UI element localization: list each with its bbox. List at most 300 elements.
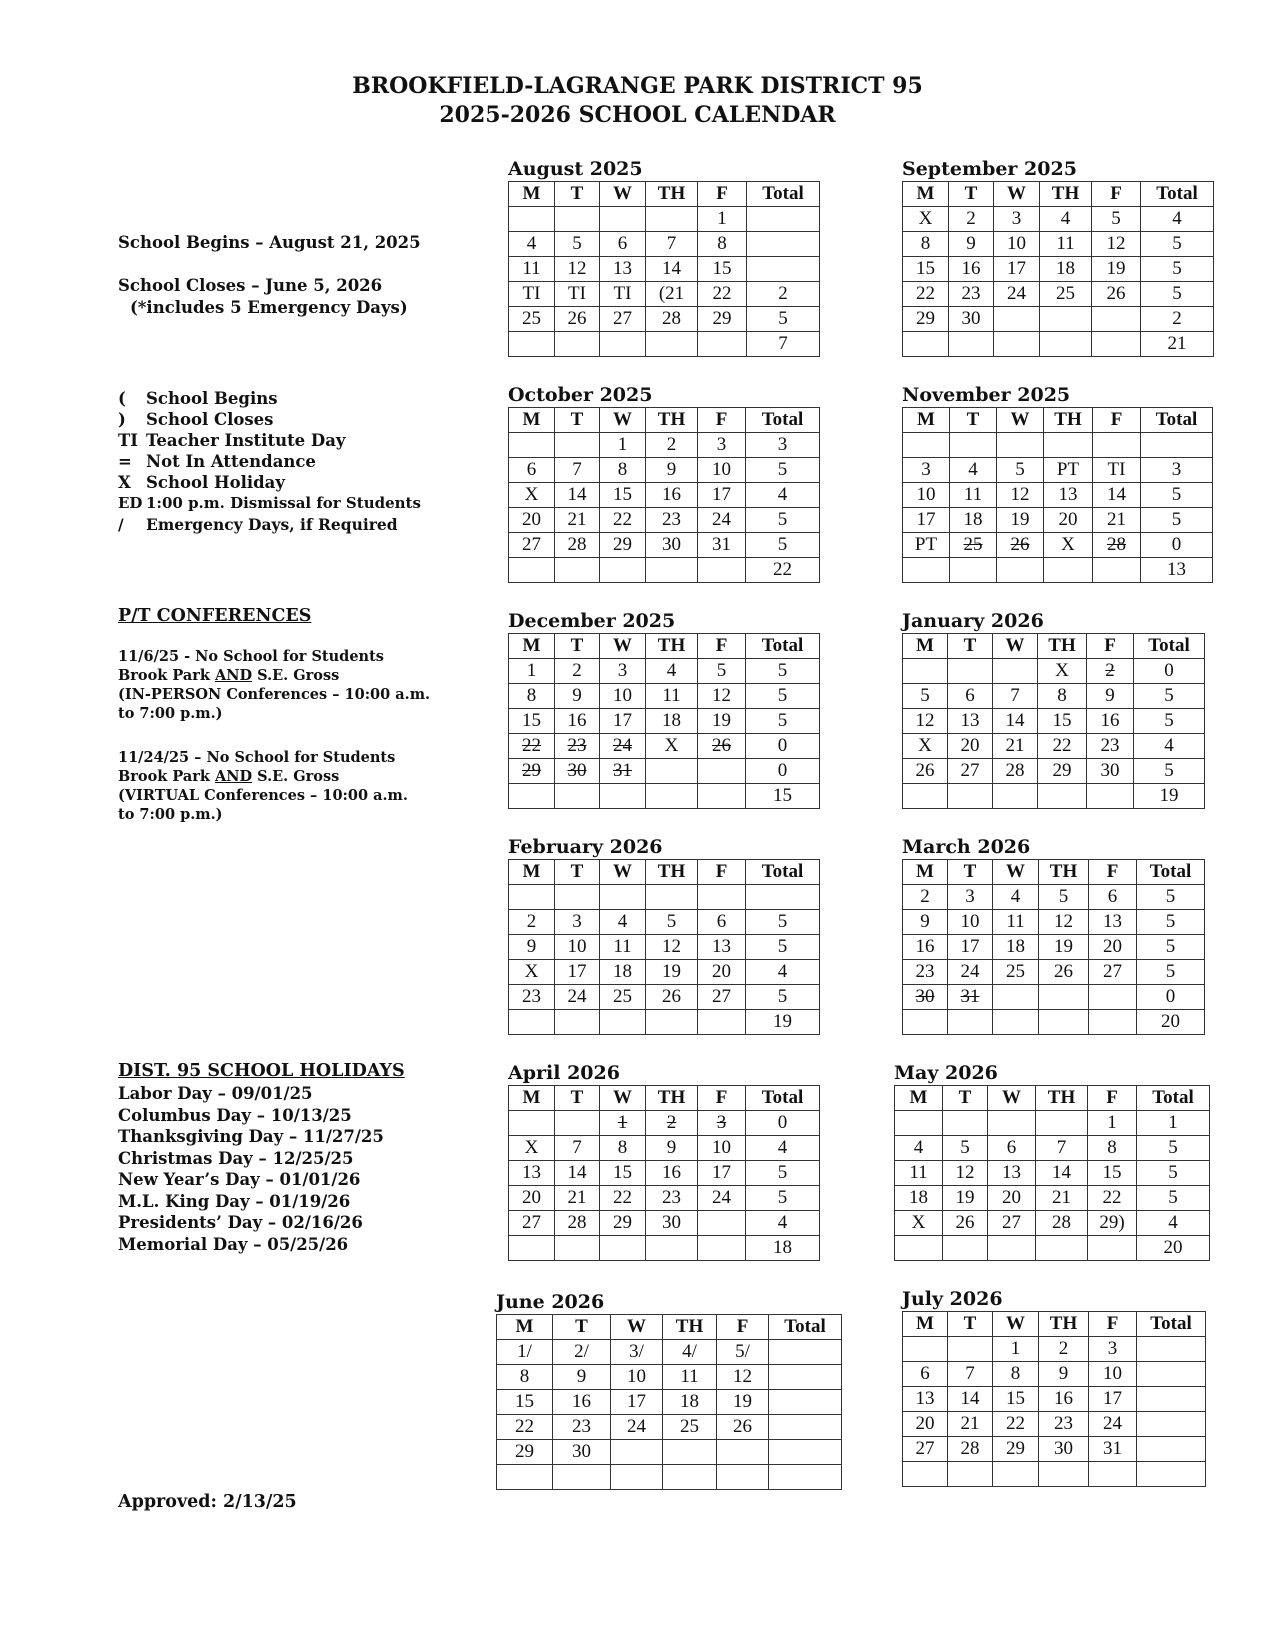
weekday-header: T bbox=[555, 634, 600, 659]
week-row bbox=[509, 458, 820, 483]
day-cell bbox=[1039, 1462, 1089, 1487]
month-table bbox=[894, 1085, 1210, 1261]
week-total bbox=[747, 232, 820, 257]
week-row bbox=[903, 558, 1213, 583]
weekday-header: T bbox=[553, 1315, 611, 1340]
day-cell bbox=[663, 1465, 717, 1490]
day-cell: 24 bbox=[994, 282, 1040, 307]
day-cell: 17 bbox=[698, 483, 746, 508]
day-cell: 6 bbox=[698, 910, 746, 935]
day-cell bbox=[903, 985, 948, 1010]
struck-day: 2 bbox=[1105, 660, 1115, 681]
day-cell bbox=[600, 1010, 646, 1035]
day-cell: 22 bbox=[1038, 734, 1087, 759]
day-cell: 11 bbox=[509, 257, 555, 282]
month-october-2025 bbox=[508, 383, 820, 583]
day-cell bbox=[949, 332, 994, 357]
weekday-header: TH bbox=[1044, 408, 1093, 433]
holiday-item: New Year’s Day – 01/01/26 bbox=[118, 1170, 361, 1189]
day-cell: 15 bbox=[903, 257, 949, 282]
month-title: April 2026 bbox=[508, 1062, 620, 1084]
day-cell: 25 bbox=[663, 1415, 717, 1440]
week-row bbox=[903, 885, 1205, 910]
day-cell bbox=[943, 1236, 988, 1261]
day-cell: 1 bbox=[509, 659, 555, 684]
day-cell: 19 bbox=[1092, 257, 1141, 282]
weekday-header: M bbox=[903, 182, 949, 207]
week-total: 0 bbox=[746, 1111, 820, 1136]
weekday-header: F bbox=[1092, 182, 1141, 207]
day-cell: 18 bbox=[895, 1186, 943, 1211]
day-cell: 5 bbox=[997, 458, 1044, 483]
day-cell bbox=[611, 1465, 663, 1490]
day-cell: 15 bbox=[600, 483, 646, 508]
week-total: 5 bbox=[1137, 885, 1205, 910]
day-cell: 24 bbox=[698, 1186, 746, 1211]
conference-line: to 7:00 p.m.) bbox=[118, 806, 223, 823]
day-cell: 14 bbox=[646, 257, 698, 282]
day-cell: 22 bbox=[993, 1412, 1039, 1437]
day-cell: 11 bbox=[663, 1365, 717, 1390]
day-cell bbox=[950, 533, 997, 558]
day-cell bbox=[509, 1010, 555, 1035]
week-total: 5 bbox=[1141, 282, 1214, 307]
day-cell bbox=[646, 885, 698, 910]
conference-schools: Brook Park AND S.E. Gross bbox=[118, 667, 340, 684]
weekday-header: Total bbox=[747, 182, 820, 207]
day-cell bbox=[555, 784, 600, 809]
day-cell: 10 bbox=[698, 458, 746, 483]
day-cell: 3 bbox=[1089, 1337, 1137, 1362]
day-cell: 26 bbox=[555, 307, 600, 332]
day-cell: 22 bbox=[698, 282, 747, 307]
day-cell: 23 bbox=[553, 1415, 611, 1440]
day-cell: 29 bbox=[600, 533, 646, 558]
legend-row bbox=[118, 388, 421, 409]
weekday-header: T bbox=[948, 860, 993, 885]
weekday-header: M bbox=[903, 408, 950, 433]
week-total: 5 bbox=[1137, 1186, 1210, 1211]
week-row bbox=[903, 483, 1213, 508]
day-cell: 5 bbox=[555, 232, 600, 257]
day-cell: 15 bbox=[1088, 1161, 1137, 1186]
day-cell: 26 bbox=[903, 759, 948, 784]
day-cell bbox=[509, 207, 555, 232]
week-row bbox=[509, 1211, 820, 1236]
week-row bbox=[509, 508, 820, 533]
day-cell bbox=[903, 1462, 948, 1487]
day-cell: 8 bbox=[903, 232, 949, 257]
day-cell bbox=[997, 533, 1044, 558]
week-row bbox=[509, 533, 820, 558]
day-cell: 29 bbox=[1038, 759, 1087, 784]
week-total: 5 bbox=[1141, 257, 1214, 282]
weekday-header-row bbox=[509, 182, 820, 207]
approved-date: Approved: 2/13/25 bbox=[118, 1492, 297, 1512]
day-cell: 4 bbox=[646, 659, 698, 684]
day-cell: 27 bbox=[948, 759, 993, 784]
weekday-header: T bbox=[950, 408, 997, 433]
month-title: November 2025 bbox=[902, 384, 1071, 406]
weekday-header-row bbox=[509, 1086, 820, 1111]
day-cell: 18 bbox=[1040, 257, 1092, 282]
day-cell bbox=[555, 1111, 600, 1136]
weekday-header: W bbox=[600, 182, 646, 207]
day-cell: 3 bbox=[903, 458, 950, 483]
month-title: August 2025 bbox=[508, 158, 643, 180]
month-july-2026 bbox=[902, 1287, 1206, 1487]
month-title: June 2026 bbox=[496, 1291, 605, 1313]
day-cell bbox=[600, 1236, 646, 1261]
weekday-header-row bbox=[903, 1312, 1206, 1337]
day-cell bbox=[950, 433, 997, 458]
day-cell: 12 bbox=[1039, 910, 1089, 935]
day-cell: 10 bbox=[611, 1365, 663, 1390]
legend-symbol: TI bbox=[118, 431, 138, 450]
day-cell bbox=[1089, 985, 1137, 1010]
day-cell bbox=[948, 1010, 993, 1035]
month-november-2025 bbox=[902, 383, 1213, 583]
day-cell: 13 bbox=[948, 709, 993, 734]
week-row bbox=[509, 684, 820, 709]
weekday-header: Total bbox=[769, 1315, 842, 1340]
week-total: 4 bbox=[746, 483, 820, 508]
day-cell bbox=[646, 784, 698, 809]
week-total bbox=[1137, 1362, 1206, 1387]
day-cell: 8 bbox=[698, 232, 747, 257]
day-cell: 5 bbox=[1092, 207, 1141, 232]
calendar-title-line2: 2025-2026 SCHOOL CALENDAR bbox=[439, 102, 836, 128]
day-cell: 5 bbox=[698, 659, 746, 684]
month-december-2025 bbox=[508, 609, 820, 809]
conferences-heading: P/T CONFERENCES bbox=[118, 606, 312, 626]
weekday-header: T bbox=[948, 1312, 993, 1337]
day-cell bbox=[509, 1236, 555, 1261]
day-cell: 5 bbox=[646, 910, 698, 935]
day-cell bbox=[509, 734, 555, 759]
day-cell bbox=[600, 1111, 646, 1136]
holiday-item: Christmas Day – 12/25/25 bbox=[118, 1148, 354, 1168]
day-cell: 16 bbox=[903, 935, 948, 960]
weekday-header: TH bbox=[646, 860, 698, 885]
weekday-header: TH bbox=[646, 1086, 698, 1111]
conference-line: to 7:00 p.m.) bbox=[118, 705, 223, 722]
day-cell: 27 bbox=[988, 1211, 1036, 1236]
month-title: December 2025 bbox=[508, 610, 676, 632]
week-total: 4 bbox=[746, 1211, 820, 1236]
day-cell: 14 bbox=[555, 1161, 600, 1186]
day-cell: 11 bbox=[600, 935, 646, 960]
day-cell bbox=[509, 558, 555, 583]
day-cell: 2/ bbox=[553, 1340, 611, 1365]
day-cell: X bbox=[1044, 533, 1093, 558]
week-row bbox=[497, 1465, 842, 1490]
day-cell: 6 bbox=[600, 232, 646, 257]
week-total: 5 bbox=[1137, 935, 1205, 960]
month-title: March 2026 bbox=[902, 836, 1031, 858]
day-cell: 2 bbox=[1039, 1337, 1089, 1362]
day-cell: 8 bbox=[600, 458, 646, 483]
week-row bbox=[903, 458, 1213, 483]
day-cell: 10 bbox=[600, 684, 646, 709]
day-cell bbox=[993, 1462, 1039, 1487]
month-title: May 2026 bbox=[894, 1062, 998, 1084]
day-cell bbox=[555, 885, 600, 910]
day-cell: 7 bbox=[555, 1136, 600, 1161]
week-row bbox=[903, 910, 1205, 935]
day-cell: 19 bbox=[997, 508, 1044, 533]
struck-day: 30 bbox=[567, 760, 587, 781]
weekday-header: M bbox=[509, 408, 555, 433]
month-august-2025 bbox=[508, 157, 820, 357]
day-cell: 4 bbox=[1040, 207, 1092, 232]
weekday-header: W bbox=[997, 408, 1044, 433]
day-cell bbox=[1038, 784, 1087, 809]
weekday-header: Total bbox=[746, 634, 820, 659]
day-cell: (21 bbox=[646, 282, 698, 307]
legend-label: Not In Attendance bbox=[146, 452, 316, 471]
week-row bbox=[903, 759, 1205, 784]
day-cell bbox=[555, 734, 600, 759]
day-cell bbox=[994, 332, 1040, 357]
day-cell: 7 bbox=[646, 232, 698, 257]
weekday-header: F bbox=[698, 408, 746, 433]
day-cell: 6 bbox=[948, 684, 993, 709]
day-cell: 17 bbox=[903, 508, 950, 533]
day-cell: 20 bbox=[903, 1412, 948, 1437]
day-cell: TI bbox=[509, 282, 555, 307]
day-cell: 7 bbox=[1036, 1136, 1088, 1161]
day-cell: 8 bbox=[509, 684, 555, 709]
day-cell: 5 bbox=[943, 1136, 988, 1161]
day-cell: 5 bbox=[903, 684, 948, 709]
week-row bbox=[903, 784, 1205, 809]
holidays-heading: DIST. 95 SCHOOL HOLIDAYS bbox=[118, 1061, 405, 1081]
week-total: 5 bbox=[1134, 684, 1205, 709]
day-cell: 8 bbox=[993, 1362, 1039, 1387]
week-total: 5 bbox=[1134, 709, 1205, 734]
day-cell: 29) bbox=[1088, 1211, 1137, 1236]
day-cell: 30 bbox=[1039, 1437, 1089, 1462]
week-total: 5 bbox=[746, 910, 820, 935]
day-cell: 19 bbox=[717, 1390, 769, 1415]
weekday-header: TH bbox=[646, 408, 698, 433]
day-cell: 28 bbox=[555, 1211, 600, 1236]
day-cell: 30 bbox=[949, 307, 994, 332]
day-cell bbox=[1089, 1010, 1137, 1035]
day-cell: 13 bbox=[988, 1161, 1036, 1186]
day-cell bbox=[1039, 1010, 1089, 1035]
day-cell bbox=[950, 558, 997, 583]
day-cell: 27 bbox=[509, 1211, 555, 1236]
day-cell bbox=[600, 558, 646, 583]
week-total: 3 bbox=[746, 433, 820, 458]
week-row bbox=[903, 307, 1214, 332]
day-cell: 18 bbox=[950, 508, 997, 533]
day-cell: X bbox=[646, 734, 698, 759]
weekday-header: T bbox=[555, 860, 600, 885]
struck-day: 29 bbox=[522, 760, 541, 781]
week-row bbox=[509, 659, 820, 684]
week-row bbox=[509, 1010, 820, 1035]
weekday-header: M bbox=[509, 182, 555, 207]
day-cell: 17 bbox=[1089, 1387, 1137, 1412]
weekday-header: W bbox=[993, 860, 1039, 885]
week-total: 2 bbox=[1141, 307, 1214, 332]
day-cell: 18 bbox=[600, 960, 646, 985]
weekday-header-row bbox=[509, 408, 820, 433]
day-cell: 5/ bbox=[717, 1340, 769, 1365]
holidays-list bbox=[118, 1083, 384, 1255]
day-cell bbox=[1036, 1111, 1088, 1136]
day-cell: 8 bbox=[600, 1136, 646, 1161]
day-cell: 23 bbox=[646, 508, 698, 533]
day-cell: 11 bbox=[646, 684, 698, 709]
week-total: 5 bbox=[1141, 483, 1213, 508]
weekday-header: F bbox=[1089, 1312, 1137, 1337]
day-cell: 29 bbox=[497, 1440, 553, 1465]
day-cell bbox=[555, 1010, 600, 1035]
day-cell bbox=[509, 885, 555, 910]
weekday-header: W bbox=[988, 1086, 1036, 1111]
month-table bbox=[902, 1311, 1206, 1487]
week-row bbox=[497, 1340, 842, 1365]
weekday-header: TH bbox=[646, 182, 698, 207]
weekday-header: F bbox=[1093, 408, 1141, 433]
week-total: 4 bbox=[1141, 207, 1214, 232]
day-cell bbox=[646, 558, 698, 583]
day-cell: 16 bbox=[949, 257, 994, 282]
day-cell: 23 bbox=[949, 282, 994, 307]
day-cell bbox=[948, 1462, 993, 1487]
day-cell bbox=[903, 1010, 948, 1035]
day-cell bbox=[993, 1010, 1039, 1035]
day-cell: 27 bbox=[1089, 960, 1137, 985]
weekday-header: Total bbox=[746, 860, 820, 885]
day-cell: 1 bbox=[698, 207, 747, 232]
day-cell: 31 bbox=[698, 533, 746, 558]
struck-day: 26 bbox=[1010, 534, 1030, 555]
day-cell bbox=[646, 1010, 698, 1035]
weekday-header: W bbox=[600, 634, 646, 659]
day-cell: 29 bbox=[698, 307, 747, 332]
day-cell: 3 bbox=[555, 910, 600, 935]
weekday-header: M bbox=[895, 1086, 943, 1111]
day-cell: 4 bbox=[895, 1136, 943, 1161]
day-cell: X bbox=[509, 960, 555, 985]
day-cell: 4 bbox=[950, 458, 997, 483]
day-cell: 12 bbox=[698, 684, 746, 709]
day-cell: 9 bbox=[903, 910, 948, 935]
week-row bbox=[903, 257, 1214, 282]
day-cell bbox=[646, 1236, 698, 1261]
week-total: 5 bbox=[746, 659, 820, 684]
week-total bbox=[1137, 1462, 1206, 1487]
week-total: 5 bbox=[747, 307, 820, 332]
day-cell bbox=[997, 558, 1044, 583]
day-cell bbox=[600, 734, 646, 759]
week-row bbox=[497, 1365, 842, 1390]
week-row bbox=[509, 1236, 820, 1261]
day-cell: 17 bbox=[948, 935, 993, 960]
day-cell: 28 bbox=[1036, 1211, 1088, 1236]
day-cell: 9 bbox=[1087, 684, 1134, 709]
day-cell bbox=[895, 1111, 943, 1136]
day-cell: 8 bbox=[1038, 684, 1087, 709]
week-row bbox=[509, 960, 820, 985]
day-cell: 22 bbox=[1088, 1186, 1137, 1211]
weekday-header: M bbox=[903, 1312, 948, 1337]
legend-label: 1:00 p.m. Dismissal for Students bbox=[146, 494, 421, 512]
holiday-item: Thanksgiving Day – 11/27/25 bbox=[118, 1127, 384, 1146]
day-cell bbox=[600, 207, 646, 232]
day-cell: 21 bbox=[948, 1412, 993, 1437]
day-cell: 2 bbox=[949, 207, 994, 232]
week-row bbox=[903, 985, 1205, 1010]
day-cell bbox=[903, 433, 950, 458]
legend-symbol: = bbox=[118, 452, 132, 471]
weekday-header: M bbox=[509, 1086, 555, 1111]
day-cell: 9 bbox=[949, 232, 994, 257]
week-row bbox=[509, 935, 820, 960]
day-cell: 24 bbox=[948, 960, 993, 985]
day-cell bbox=[903, 784, 948, 809]
struck-day: 2 bbox=[666, 1112, 677, 1133]
day-cell: 15 bbox=[600, 1161, 646, 1186]
day-cell: 2 bbox=[509, 910, 555, 935]
day-cell bbox=[509, 433, 555, 458]
day-cell bbox=[509, 759, 555, 784]
day-cell: 16 bbox=[1087, 709, 1134, 734]
weekday-header: F bbox=[698, 634, 746, 659]
weekday-header: W bbox=[993, 634, 1038, 659]
month-april-2026 bbox=[508, 1061, 820, 1261]
legend-symbol: / bbox=[118, 515, 124, 534]
weekday-header: Total bbox=[746, 408, 820, 433]
day-cell: 20 bbox=[1089, 935, 1137, 960]
month-september-2025 bbox=[902, 157, 1214, 357]
day-cell: 12 bbox=[717, 1365, 769, 1390]
day-cell bbox=[943, 1111, 988, 1136]
day-cell: 23 bbox=[903, 960, 948, 985]
day-cell: 6 bbox=[903, 1362, 948, 1387]
day-cell: 22 bbox=[600, 508, 646, 533]
week-row bbox=[903, 734, 1205, 759]
day-cell: 17 bbox=[994, 257, 1040, 282]
day-cell: 27 bbox=[698, 985, 746, 1010]
weekday-header: TH bbox=[646, 634, 698, 659]
day-cell: 20 bbox=[509, 1186, 555, 1211]
weekday-header: F bbox=[1089, 860, 1137, 885]
legend-row bbox=[118, 451, 421, 472]
week-total: 0 bbox=[1134, 659, 1205, 684]
legend-label: Emergency Days, if Required bbox=[146, 515, 398, 534]
day-cell: 14 bbox=[1036, 1161, 1088, 1186]
day-cell: 22 bbox=[497, 1415, 553, 1440]
holiday-item: Columbus Day – 10/13/25 bbox=[118, 1105, 352, 1125]
weekday-header: W bbox=[993, 1312, 1039, 1337]
day-cell bbox=[895, 1236, 943, 1261]
legend-row bbox=[118, 409, 421, 430]
week-total: 4 bbox=[1137, 1211, 1210, 1236]
week-row bbox=[903, 1010, 1205, 1035]
day-cell: 12 bbox=[943, 1161, 988, 1186]
week-total: 0 bbox=[1137, 985, 1205, 1010]
day-cell: 1 bbox=[600, 433, 646, 458]
day-cell: PT bbox=[903, 533, 950, 558]
day-cell: 1 bbox=[993, 1337, 1039, 1362]
week-total: 15 bbox=[746, 784, 820, 809]
